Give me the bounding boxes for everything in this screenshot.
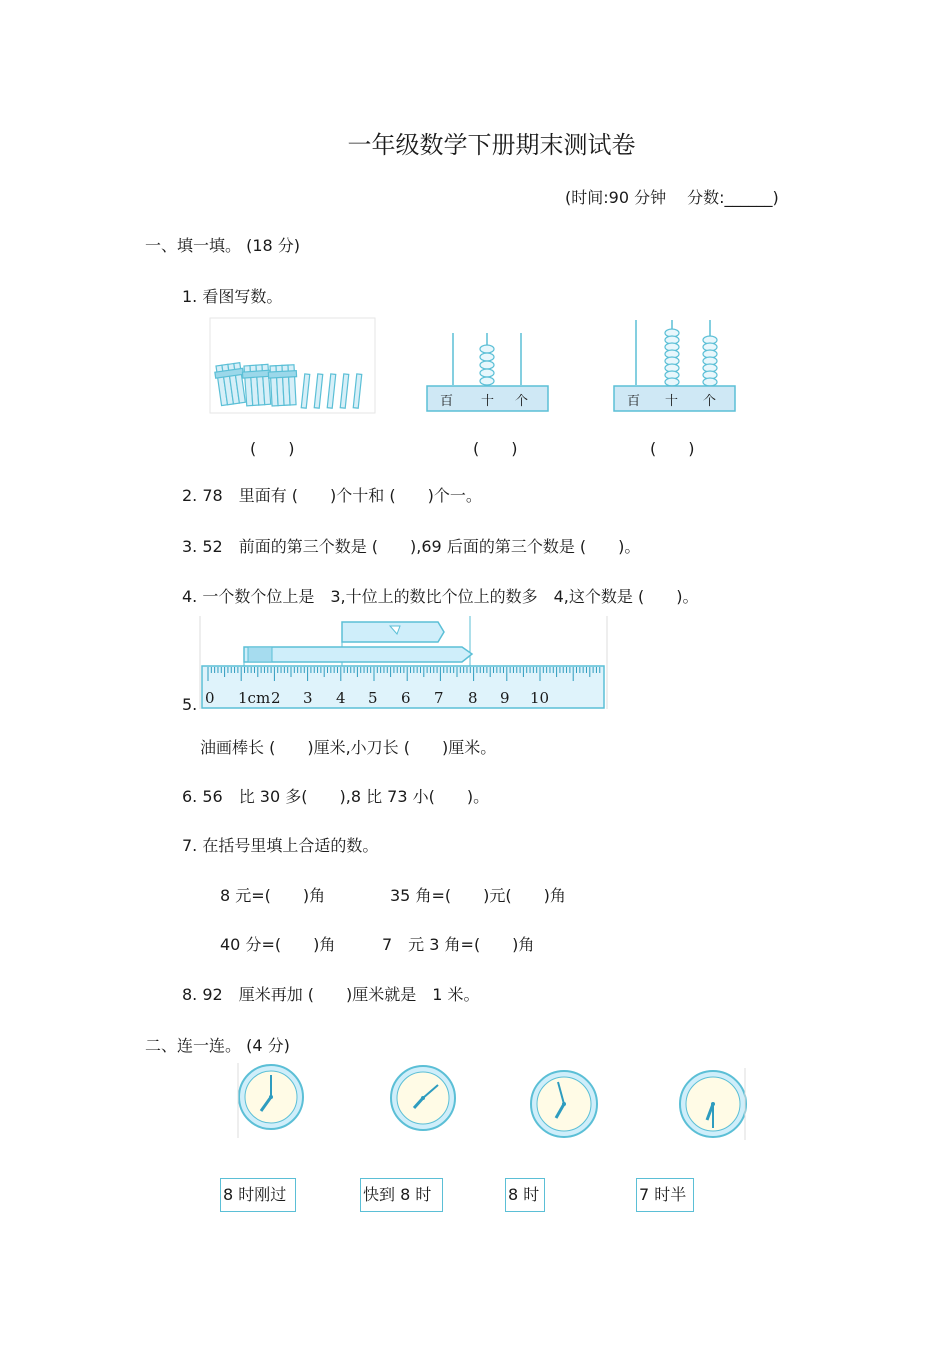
option-almost-8[interactable]: 快到 8 时 [360,1178,443,1212]
abacus-2-label-ones: 个 [703,394,717,409]
question-8: 8. 92 厘米再加 ( )厘米就是 1 米。 [182,985,480,1004]
abacus-1-label-ones: 个 [515,394,529,409]
question-6: 6. 56 比 30 多( ),8 比 73 小( )。 [182,787,490,806]
abacus-1-label-tens: 十 [481,394,495,409]
clock-2-icon [388,1063,458,1135]
ruler-label-3: 3 [303,689,313,707]
ruler-label-1cm: 1cm [238,689,271,707]
question-7d: 7 元 3 角=( )角 [382,935,535,954]
clock-4-icon [677,1068,749,1140]
exam-meta: (时间:90 分钟 分数:______) [565,188,779,207]
section-2-heading: 二、连一连。 (4 分) [145,1036,290,1055]
answer-blank-sticks[interactable]: ( ) [250,439,295,458]
clock-1-icon [237,1063,307,1138]
ruler-label-10: 10 [530,689,550,707]
question-1: 1. 看图写数。 [182,287,283,306]
ruler-label-9: 9 [500,689,510,707]
clock-3-icon [528,1068,600,1140]
question-4: 4. 一个数个位上是 3,十位上的数比个位上的数多 4,这个数是 ( )。 [182,587,699,606]
ruler-label-7: 7 [434,689,444,707]
ruler-label-8: 8 [468,689,478,707]
question-5-text: 油画棒长 ( )厘米,小刀长 ( )厘米。 [200,738,497,757]
question-5-number: 5. [182,695,198,714]
abacus-1-label-hundreds: 百 [440,394,454,409]
option-8-oclock[interactable]: 8 时 [505,1178,545,1212]
option-8-just-past[interactable]: 8 时刚过 [220,1178,296,1212]
ruler-label-0: 0 [205,689,215,707]
abacus-2-label-hundreds: 百 [627,394,641,409]
sticks-picture [210,318,375,413]
page-title: 一年级数学下册期末测试卷 [347,131,636,159]
abacus-2-label-tens: 十 [665,394,679,409]
question-3: 3. 52 前面的第三个数是 ( ),69 后面的第三个数是 ( )。 [182,537,641,556]
ruler-label-2: 2 [271,689,281,707]
question-2: 2. 78 里面有 ( )个十和 ( )个一。 [182,486,482,505]
answer-blank-abacus-2[interactable]: ( ) [650,439,695,458]
section-1-heading: 一、填一填。 (18 分) [145,236,301,255]
question-7: 7. 在括号里填上合适的数。 [182,836,379,855]
ruler-label-5: 5 [368,689,378,707]
ruler-label-6: 6 [401,689,411,707]
question-7c: 40 分=( )角 [220,935,336,954]
ruler-label-4: 4 [336,689,346,707]
question-7a: 8 元=( )角 [220,886,326,905]
answer-blank-abacus-1[interactable]: ( ) [473,439,518,458]
option-7-30[interactable]: 7 时半 [636,1178,694,1212]
question-7b: 35 角=( )元( )角 [390,886,566,905]
